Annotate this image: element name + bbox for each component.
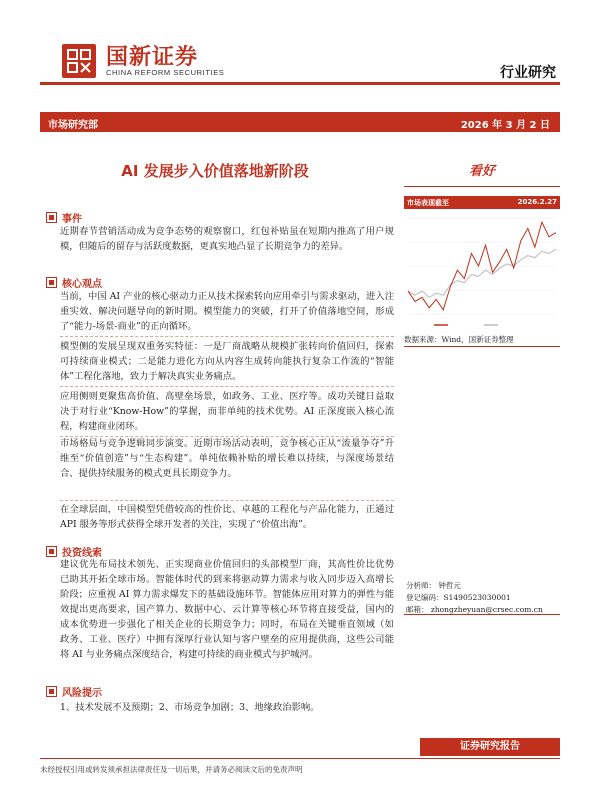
- header-rule: [40, 82, 560, 85]
- section-heading-event: [46, 210, 82, 225]
- paragraph-divider: [60, 500, 394, 501]
- footer-disclaimer: 未经授权引用或转发须承担法律责任及一切后果，并请务必阅读文后的免责声明: [40, 765, 303, 774]
- paragraph: 应用侧则更聚焦高价值、高壁垒场景，如政务、工业、医疗等。成功关键日益取决于对行业“Know-How”的掌握，而非单纯的技术优势。AI 正深度嵌入核心流程，构建商业闭环。: [60, 391, 394, 432]
- analyst-rule: [404, 614, 560, 615]
- footer-rule: [40, 758, 560, 759]
- section-icon: [46, 212, 57, 223]
- section-title: 核心观点: [62, 279, 102, 290]
- analyst-name: 分析师： 钟哲元: [406, 581, 461, 590]
- section-icon: [46, 686, 57, 697]
- paragraph: 建议优先布局技术领先、正实现商业价值回归的头部模型厂商，其高性价比优势已助其开拓全球市场。智能体时代的到来将驱动算力需求与收入同步迈入高增长阶段；应重视 AI 算力需求爆发下的基础设施环节。智能体应用对算力的弹性与能效提出更高要求，国产算力、数据中心、云计算等核心环节将直接受益，国内的成本优势进一步强化了相关企业的长期竞争力；同时，布局在关键垂直领域（如政务、工业、医疗）中拥有深厚行业认知与客户壁垒的应用提供商，这些公司能将 AI 与业务痛点深度结合，构建可持续的商业模式与护城河。: [60, 559, 394, 660]
- paragraph: 在全球层面，中国模型凭借较高的性价比、卓越的工程化与产品化能力，正通过 API 服务等形式获得全球开发者的关注，实现了“价值出海”。: [60, 504, 394, 530]
- analyst-license: 登记编码：S1490523030001: [406, 593, 511, 602]
- market-performance-chart: [404, 210, 560, 330]
- report-title: AI 发展步入价值落地新阶段: [121, 162, 309, 180]
- paragraph-divider: [60, 336, 394, 337]
- footer-label: 证券研究报告: [420, 738, 560, 756]
- chart-source: 数据来源：Wind，国新证券整理: [404, 335, 514, 344]
- section-icon: [46, 277, 57, 288]
- paragraph: 1、技术发展不及预期；2、市场竞争加剧；3、地缘政治影响。: [60, 702, 320, 713]
- section-title: 投资线索: [62, 548, 102, 559]
- section-title: 风险提示: [62, 688, 102, 699]
- document-type: 行业研究: [500, 65, 556, 81]
- chart-header: [404, 196, 560, 209]
- company-name: 国新证券: [106, 45, 199, 70]
- section-icon: [46, 546, 57, 557]
- section-title: 事件: [62, 214, 82, 225]
- department-label: 市场研究部: [48, 120, 98, 131]
- chart-rule: [404, 346, 560, 347]
- rating-label: 看好: [468, 164, 495, 179]
- section-heading-core: [46, 275, 102, 290]
- chart-date: 2026.2.27: [517, 198, 557, 206]
- paragraph-divider: [60, 386, 394, 387]
- paragraph: 市场格局与竞争逻辑同步演变。近期市场活动表明，竞争核心正从“流量争夺”升维至“价值创造”与“生态构建”。单纯依赖补贴的增长难以持续，与深度场景结合、提供持续服务的模式更具长期竞争力。: [60, 438, 394, 479]
- paragraph: 当前，中国 AI 产业的核心驱动力正从技术探索转向应用牵引与需求驱动，进入注重实效、解决问题导向的新时期。模型能力的突破，打开了价值落地空间，形成了“能力-场景-商业”的正向循环。: [60, 291, 394, 332]
- department-bar: [40, 112, 560, 132]
- report-date: 2026 年 3 月 2 日: [460, 120, 550, 131]
- analyst-email[interactable]: 邮箱： zhongzheyuan@crsec.com.cn: [406, 605, 543, 614]
- company-name-en: CHINA REFORM SECURITIES: [106, 68, 225, 77]
- chart-title: 市场表现截至: [407, 199, 449, 207]
- rating-rule: [404, 186, 560, 187]
- section-heading-risk: [46, 684, 102, 699]
- paragraph: 近期春节营销活动成为竞争态势的观察窗口，红包补贴虽在短期内推高了用户规模，但随后的留存与活跃度数据，更真实地凸显了长期竞争力的差异。: [60, 226, 394, 252]
- paragraph: 模型侧的发展呈现双重务实特征：一是厂商战略从规模扩张转向价值回归，探索可持续商业模式；二是能力进化方向从内容生成转向能执行复杂工作流的“智能体”工程化落地，致力于解决真实业务痛点。: [60, 341, 394, 382]
- company-logo-mark: [62, 44, 96, 78]
